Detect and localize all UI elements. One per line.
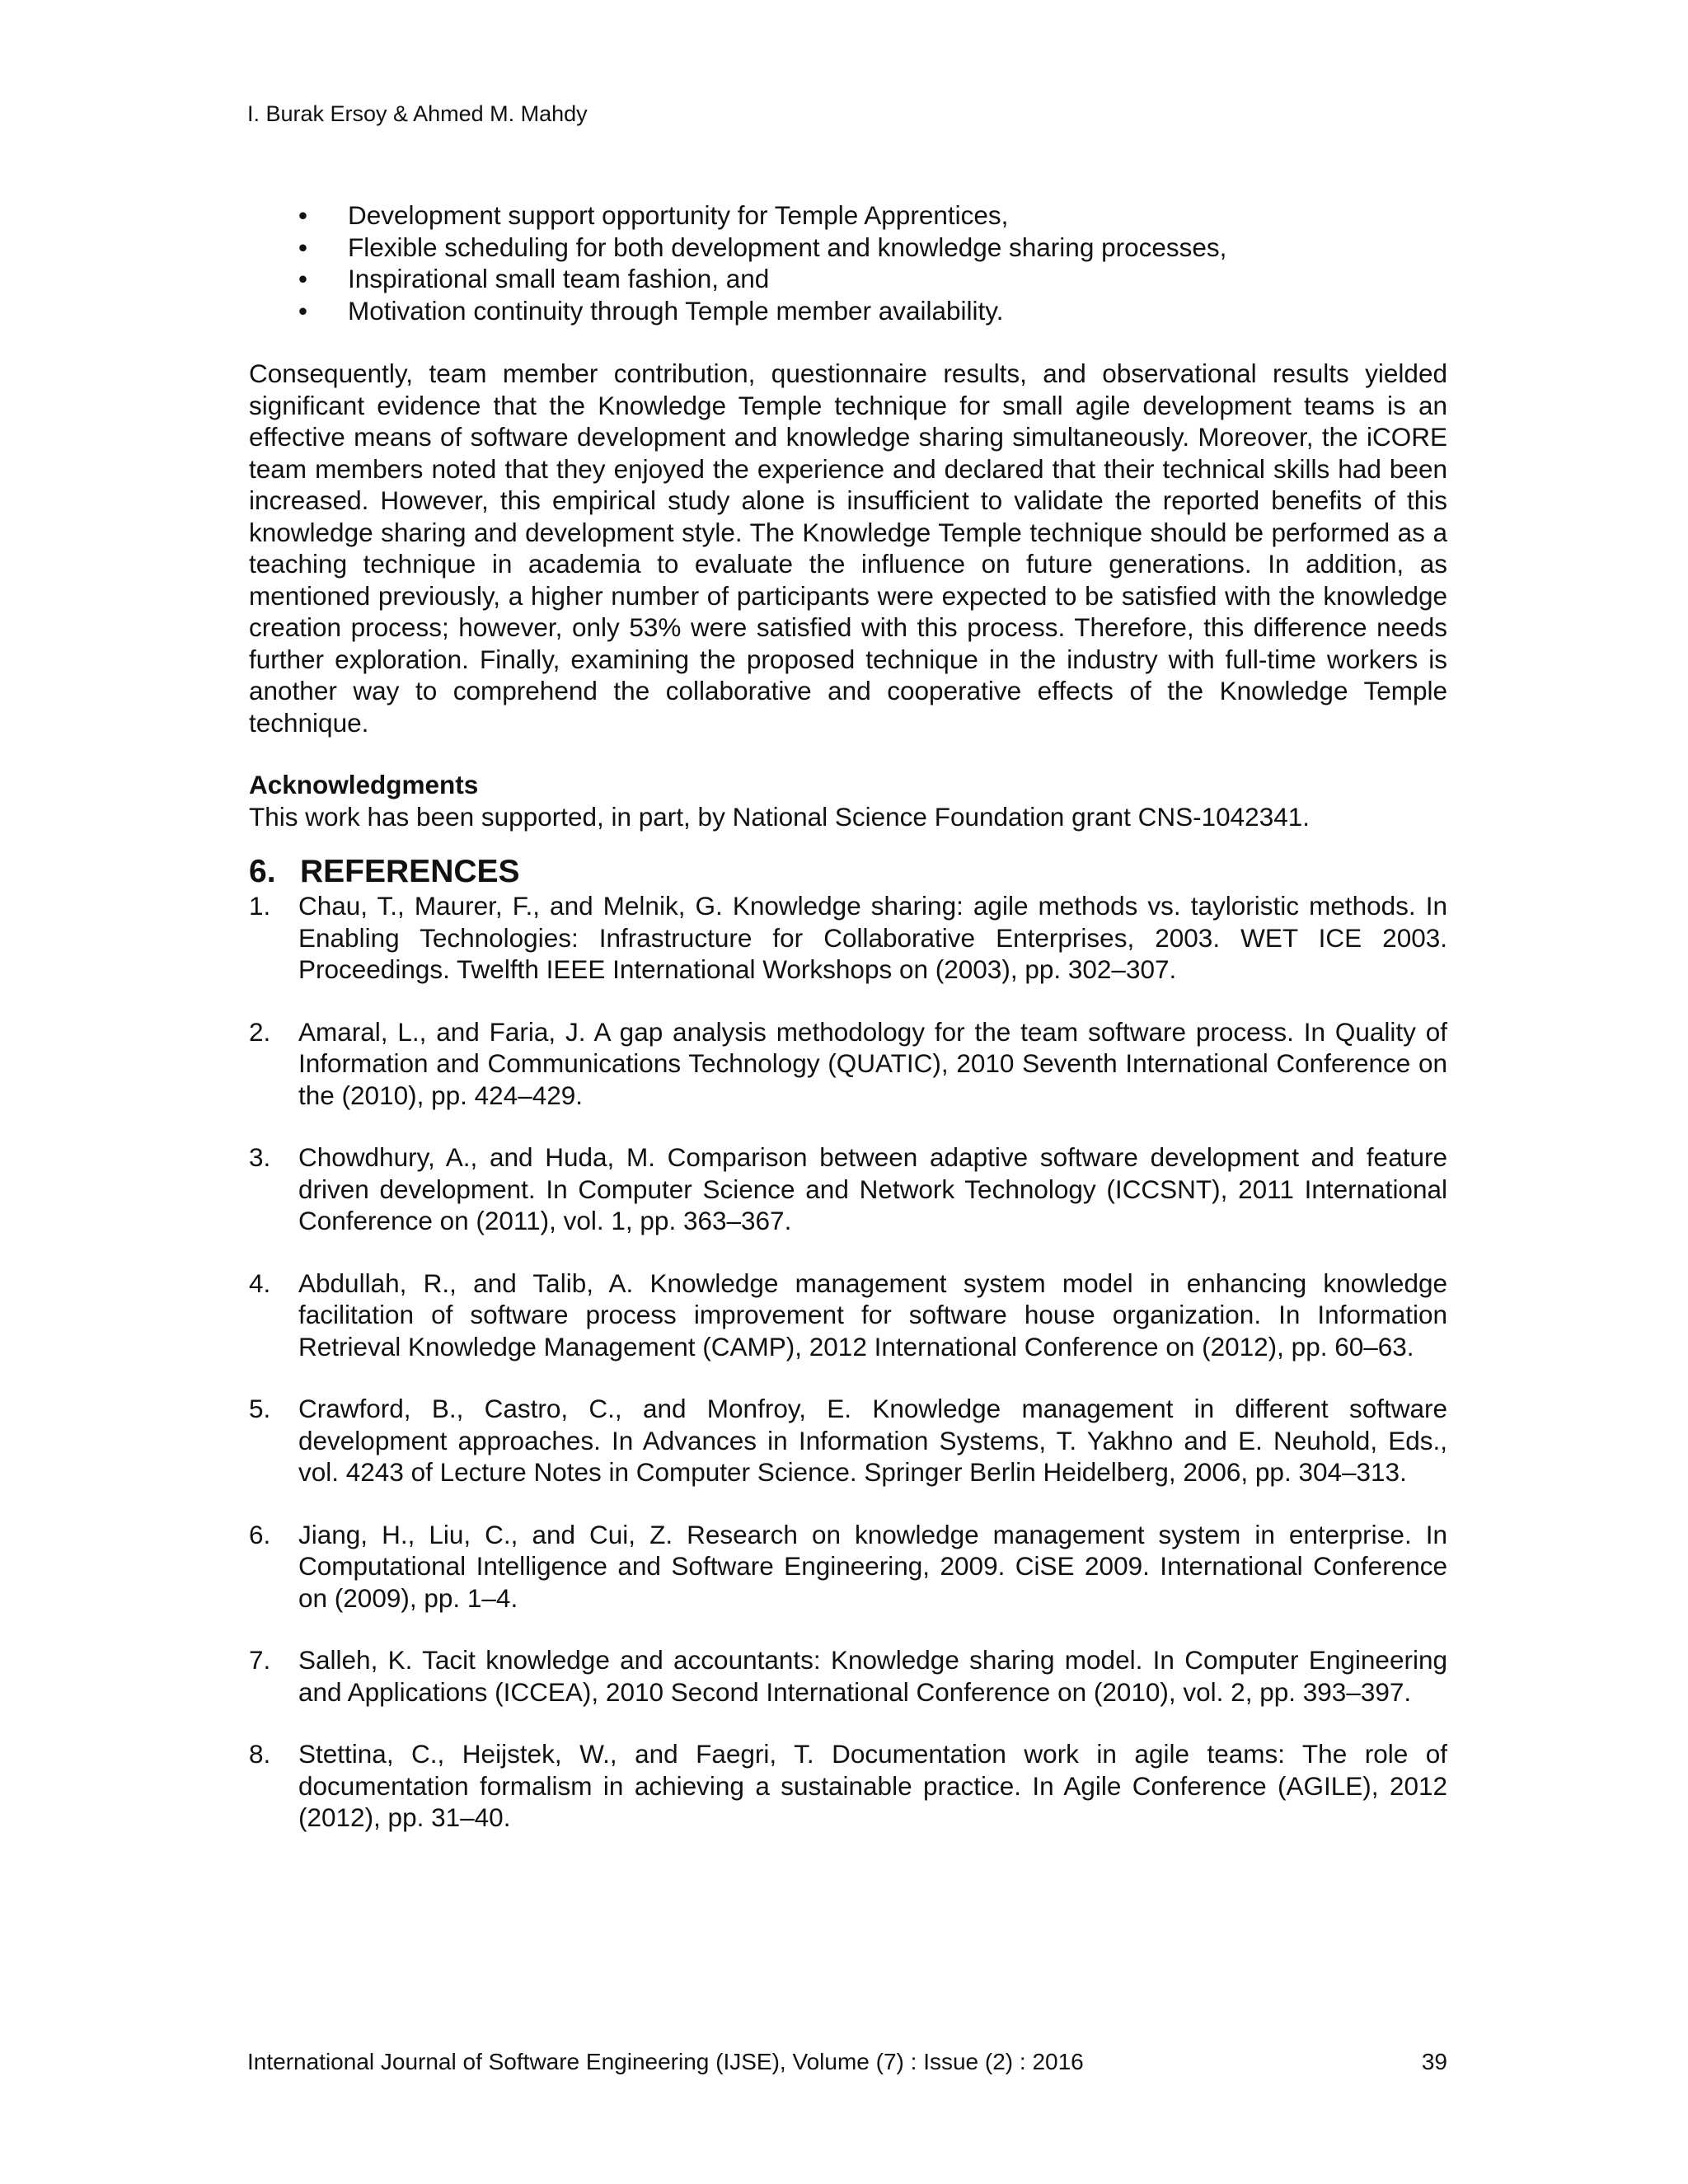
reference-number: 5. [249,1394,271,1423]
reference-number: 1. [249,891,271,921]
reference-text: Jiang, H., Liu, C., and Cui, Z. Research on knowledge management system in enterprise. In Computational Intelligence and Software Engineering, 2009. CiSE 2009. International Conference on (2009), pp. 1–4. [298,1519,1447,1613]
reference-item [249,1141,1447,1237]
bullet-symbol: • [298,232,308,262]
bullet-symbol: • [298,295,308,326]
reference-item [249,1268,1447,1363]
reference-list [249,890,1447,1834]
reference-item [249,1519,1447,1615]
body-paragraph: Consequently, team member contribution, questionnaire results, and observational results yielded significant evidence that the Knowledge Temple technique for small agile development teams is an effective means of software development and knowledge sharing simultaneously. Moreover, the iCORE team members noted that they enjoyed the experience and declared that their technical skills had been increased. However, this empirical study alone is insufficient to validate the reported benefits of this knowledge sharing and development style. The Knowledge Temple technique should be performed as a teaching technique in academia to evaluate the influence on future generations. In addition, as mentioned previously, a higher number of participants were expected to be satisfied with the knowledge creation process; however, only 53% were satisfied with this process. Therefore, this difference needs further exploration. Finally, examining the proposed technique in the industry with full-time workers is another way to comprehend the collaborative and cooperative effects of the Knowledge Temple technique. [249,359,1447,738]
section-title: REFERENCES [300,854,520,889]
bullet-item [298,199,1447,232]
bullet-symbol: • [298,200,308,230]
reference-number: 8. [249,1739,271,1769]
reference-item [249,1738,1447,1834]
reference-text: Chau, T., Maurer, F., and Melnik, G. Knowledge sharing: agile methods vs. tayloristic methods. In Enabling Technologies: Infrastructure for Collaborative Enterprises, 2003. WET ICE 2003. Proceedings. Twelfth IEEE International Workshops on (2003), pp. 302–307. [298,891,1447,984]
reference-text: Chowdhury, A., and Huda, M. Comparison between adaptive software development and feature driven development. In Computer Science and Network Technology (ICCSNT), 2011 International Conference on (2011), vol. 1, pp. 363–367. [298,1142,1447,1235]
references-heading [249,854,1447,890]
reference-item [249,1016,1447,1112]
reference-item [249,890,1447,986]
reference-number: 4. [249,1268,271,1298]
bullet-item [298,263,1447,295]
page-content [249,199,1447,1864]
reference-item [249,1393,1447,1488]
reference-text: Abdullah, R., and Talib, A. Knowledge management system model in enhancing knowledge facilitation of software process improvement for software house organization. In Information Retrieval Knowledge Management (CAMP), 2012 International Conference on (2012), pp. 60–63. [298,1268,1447,1361]
acknowledgments-text: This work has been supported, in part, by National Science Foundation grant CNS-1042341. [249,801,1311,832]
page-number: 39 [1421,2049,1447,2074]
reference-number: 2. [249,1016,271,1047]
reference-text: Salleh, K. Tacit knowledge and accountants: Knowledge sharing model. In Computer Engineering and Applications (ICCEA), 2010 Second International Conference on (2010), vol. 2, pp. 393–397. [298,1645,1447,1707]
reference-text: Amaral, L., and Faria, J. A gap analysis methodology for the team software process. In Quality of Information and Communications Technology (QUATIC), 2010 Seventh International Conference on the (2010), pp. 424–429. [298,1016,1447,1110]
section-number: 6. [249,854,276,889]
bullet-text: Motivation continuity through Temple member availability. [348,295,1004,326]
reference-text: Stettina, C., Heijstek, W., and Faegri, T. Documentation work in agile teams: The role of documentation formalism in achieving a sustainable practice. In Agile Conference (AGILE), 2012 (2012), pp. 31–40. [298,1739,1447,1832]
bullet-symbol: • [298,264,308,293]
bullet-item [298,232,1447,264]
page-footer [247,2047,1447,2077]
acknowledgments-heading: Acknowledgments [249,770,479,799]
bullet-text: Inspirational small team fashion, and [348,264,770,293]
bullet-text: Development support opportunity for Temple Apprentices, [348,200,1009,230]
journal-citation: International Journal of Software Engineering (IJSE), Volume (7) : Issue (2) : 2016 [247,2049,1084,2074]
reference-number: 6. [249,1519,271,1549]
reference-number: 7. [249,1645,271,1675]
reference-text: Crawford, B., Castro, C., and Monfroy, E. Knowledge management in different software development approaches. In Advances in Information Systems, T. Yakhno and E. Neuhold, Eds., vol. 4243 of Lecture Notes in Computer Science. Springer Berlin Heidelberg, 2006, pp. 304–313. [298,1394,1447,1487]
reference-number: 3. [249,1142,271,1172]
running-head: I. Burak Ersoy & Ahmed M. Mahdy [247,101,588,126]
reference-item [249,1644,1447,1708]
bullet-list [249,199,1447,326]
bullet-item [298,295,1447,327]
bullet-text: Flexible scheduling for both development and knowledge sharing processes, [348,232,1227,262]
